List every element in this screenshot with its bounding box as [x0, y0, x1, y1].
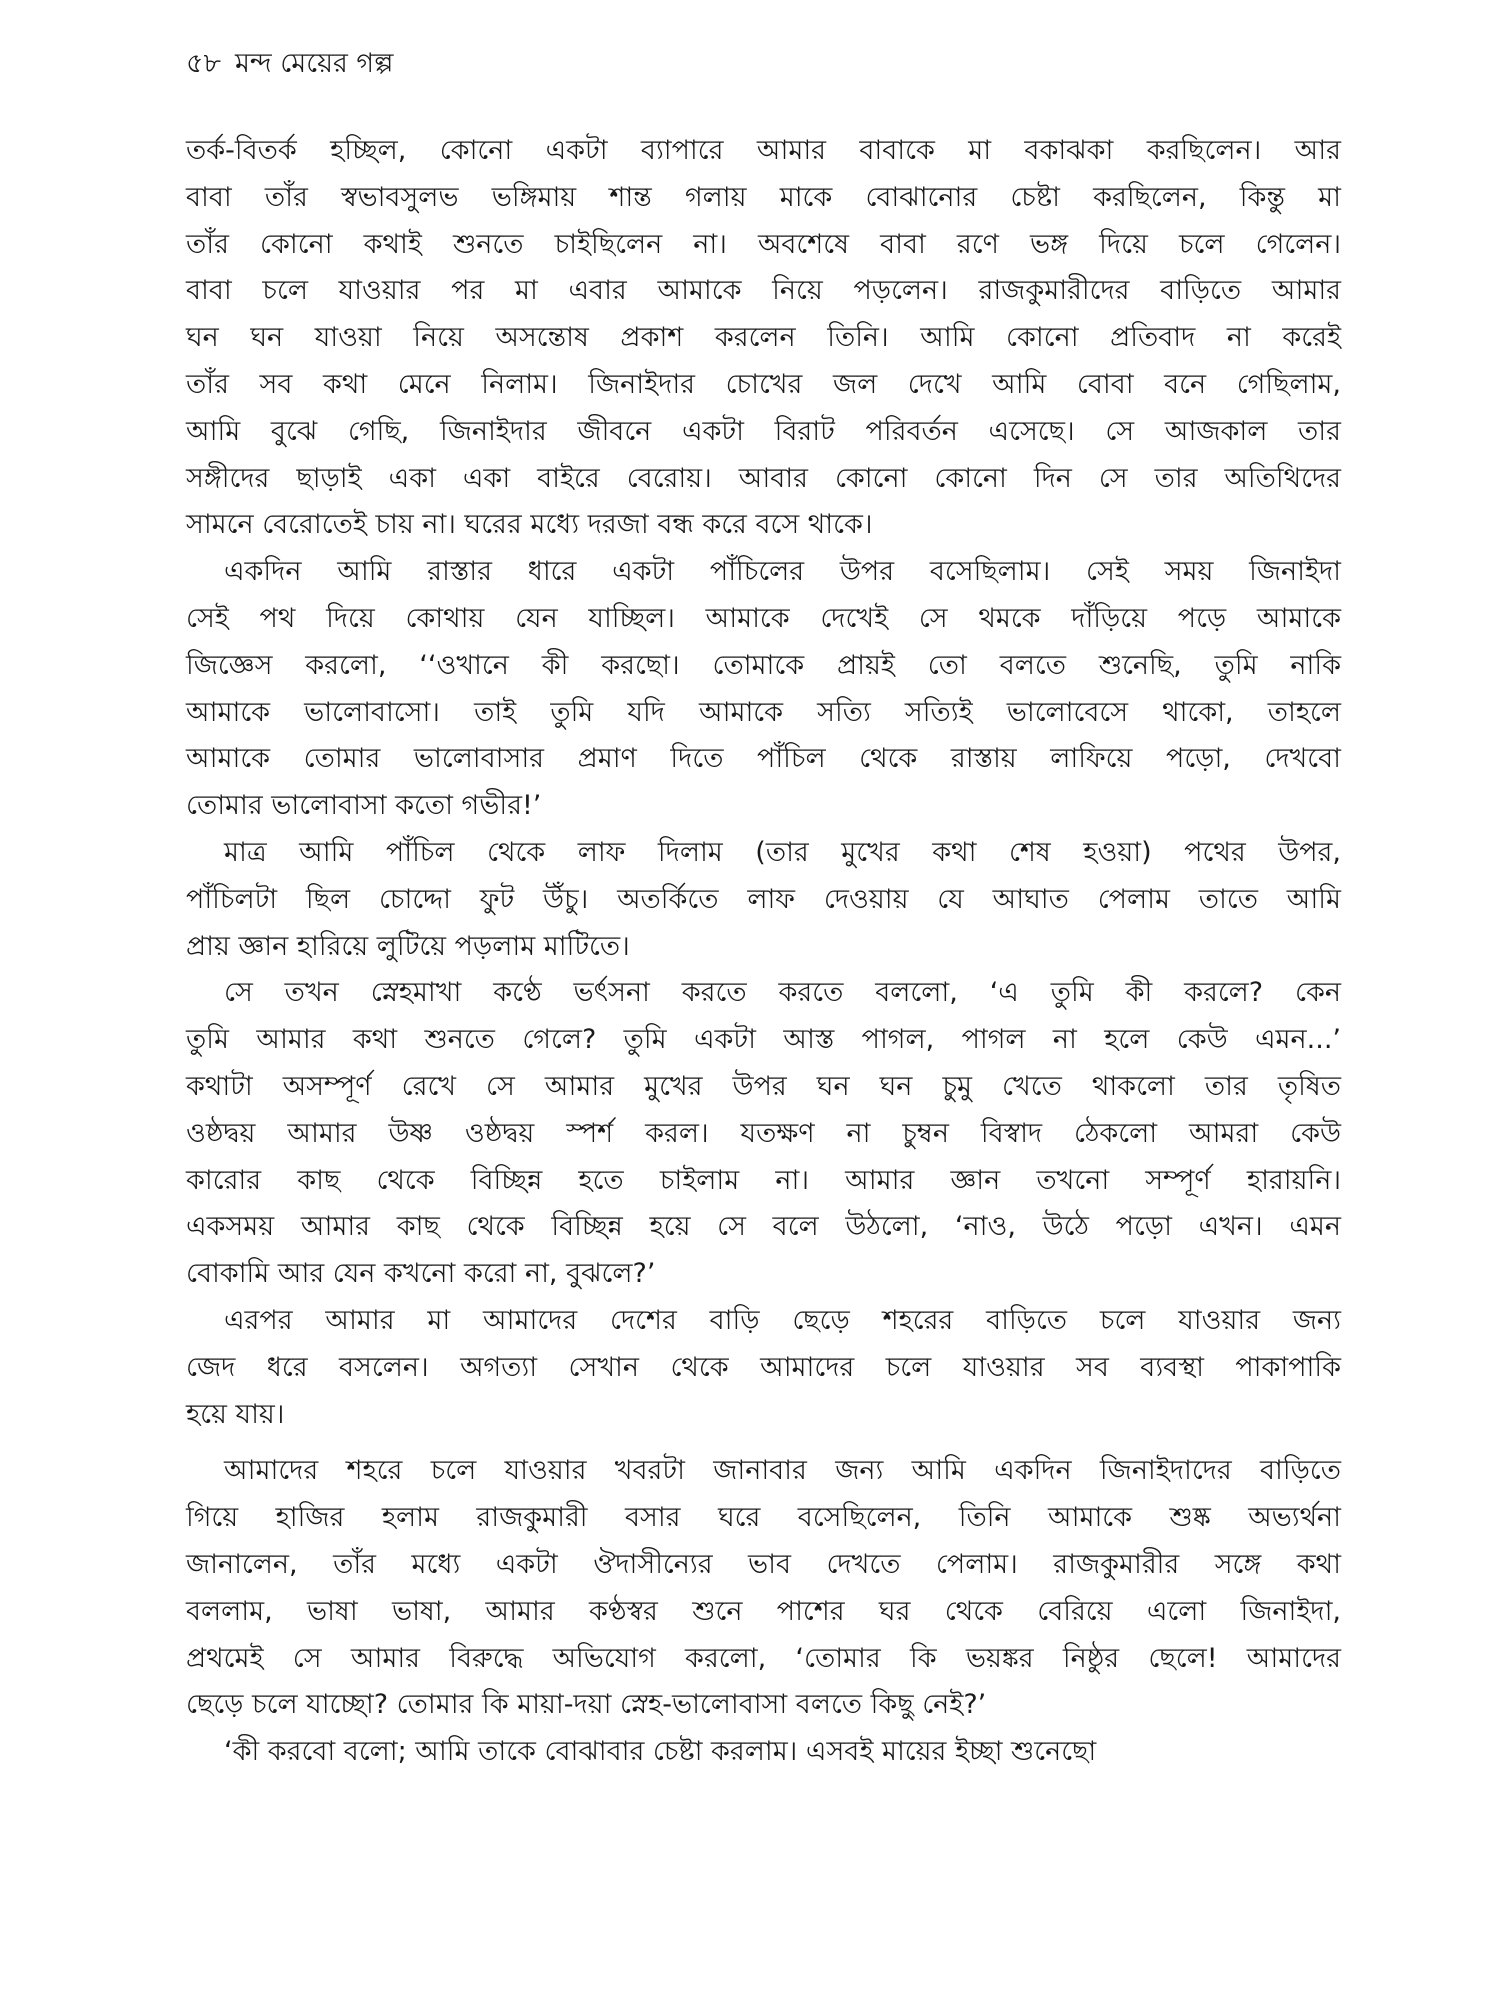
body-text [186, 128, 1341, 1776]
text-line: আমাদের শহরে চলে যাওয়ার খবরটা জানাবার জন্য আমি একদিন জিনাইদাদের বাড়িতে [224, 1455, 1341, 1487]
paragraph [186, 970, 1341, 1298]
text-line: পাঁচিলটা ছিল চোদ্দো ফুট উঁচু। অতর্কিতে লাফ দেওয়ায় যে আঘাত পেলাম তাতে আমি [186, 883, 1341, 915]
page-number: ৫৮ [186, 48, 222, 79]
text-line: সঙ্গীদের ছাড়াই একা একা বাইরে বেরোয়। আবার কোনো কোনো দিন সে তার অতিথিদের [186, 462, 1341, 494]
text-line: সেই পথ দিয়ে কোথায় যেন যাচ্ছিল। আমাকে দেখেই সে থমকে দাঁড়িয়ে পড়ে আমাকে [186, 602, 1341, 634]
paragraph-gap [186, 1438, 1341, 1448]
paragraph [186, 1448, 1341, 1729]
paragraph [186, 128, 1341, 549]
text-line: ঘন ঘন যাওয়া নিয়ে অসন্তোষ প্রকাশ করলেন তিনি। আমি কোনো প্রতিবাদ না করেই [186, 322, 1341, 354]
text-line: আমাকে ভালোবাসো। তাই তুমি যদি আমাকে সত্যি সত্যিই ভালোবেসে থাকো, তাহলে [186, 696, 1341, 728]
text-line: বাবা চলে যাওয়ার পর মা এবার আমাকে নিয়ে পড়লেন। রাজকুমারীদের বাড়িতে আমার [186, 275, 1341, 307]
text-line: তাঁর সব কথা মেনে নিলাম। জিনাইদার চোখের জল দেখে আমি বোবা বনে গেছিলাম, [186, 368, 1341, 400]
text-line: সামনে বেরোতেই চায় না। ঘরের মধ্যে দরজা বন্ধ করে বসে থাকে। [186, 509, 873, 541]
paragraph [186, 1298, 1341, 1438]
text-line: তুমি আমার কথা শুনতে গেলে? তুমি একটা আস্ত পাগল, পাগল না হলে কেউ এমন...’ [186, 1024, 1341, 1056]
text-line: ছেড়ে চলে যাচ্ছো? তোমার কি মায়া-দয়া স্নেহ-ভালোবাসা বলতে কিছু নেই?’ [186, 1689, 987, 1721]
paragraph [186, 549, 1341, 830]
text-line: প্রথমেই সে আমার বিরুদ্ধে অভিযোগ করলো, ‘তোমার কি ভয়ঙ্কর নিষ্ঠুর ছেলে! আমাদের [186, 1642, 1341, 1674]
text-line: তাঁর কোনো কথাই শুনতে চাইছিলেন না। অবশেষে বাবা রণে ভঙ্গ দিয়ে চলে গেলেন। [186, 228, 1341, 260]
book-title: মন্দ মেয়ের গল্প [235, 48, 394, 79]
text-line: একসময় আমার কাছ থেকে বিচ্ছিন্ন হয়ে সে বলে উঠলো, ‘নাও, উঠে পড়ো এখন। এমন [186, 1211, 1341, 1243]
paragraph [186, 830, 1341, 970]
paragraph [186, 1729, 1341, 1776]
text-line: আমাকে তোমার ভালোবাসার প্রমাণ দিতে পাঁচিল থেকে রাস্তায় লাফিয়ে পড়ো, দেখবো [186, 743, 1341, 775]
text-line: এরপর আমার মা আমাদের দেশের বাড়ি ছেড়ে শহরের বাড়িতে চলে যাওয়ার জন্য [224, 1304, 1341, 1336]
text-line: সে তখন স্নেহমাখা কণ্ঠে ভর্ৎসনা করতে করতে বললো, ‘এ তুমি কী করলে? কেন [224, 977, 1341, 1009]
text-line: ওষ্ঠদ্বয় আমার উষ্ণ ওষ্ঠদ্বয় স্পর্শ করল। যতক্ষণ না চুম্বন বিস্বাদ ঠেকলো আমরা কেউ [186, 1117, 1341, 1149]
text-line: কারোর কাছ থেকে বিচ্ছিন্ন হতে চাইলাম না। আমার জ্ঞান তখনো সম্পূর্ণ হারায়নি। [186, 1164, 1341, 1196]
text-line: বাবা তাঁর স্বভাবসুলভ ভঙ্গিমায় শান্ত গলায় মাকে বোঝানোর চেষ্টা করছিলেন, কিন্তু মা [186, 181, 1341, 213]
text-line: তর্ক-বিতর্ক হচ্ছিল, কোনো একটা ব্যাপারে আমার বাবাকে মা বকাঝকা করছিলেন। আর [186, 135, 1341, 166]
text-line: তোমার ভালোবাসা কতো গভীর!’ [186, 790, 542, 822]
text-line: জেদ ধরে বসলেন। অগত্যা সেখান থেকে আমাদের চলে যাওয়ার সব ব্যবস্থা পাকাপাকি [186, 1351, 1341, 1383]
text-line: গিয়ে হাজির হলাম রাজকুমারী বসার ঘরে বসেছিলেন, তিনি আমাকে শুষ্ক অভ্যর্থনা [186, 1502, 1341, 1534]
text-line: প্রায় জ্ঞান হারিয়ে লুটিয়ে পড়লাম মাটিতে। [186, 930, 630, 962]
text-line: বললাম, ভাষা ভাষা, আমার কণ্ঠস্বর শুনে পাশের ঘর থেকে বেরিয়ে এলো জিনাইদা, [186, 1595, 1341, 1627]
running-head [186, 44, 393, 84]
text-line: জিজ্ঞেস করলো, ‘‘ওখানে কী করছো। তোমাকে প্রায়ই তো বলতে শুনেছি, তুমি নাকি [186, 649, 1341, 681]
text-line: কথাটা অসম্পূর্ণ রেখে সে আমার মুখের উপর ঘন ঘন চুমু খেতে থাকলো তার তৃষিত [186, 1070, 1341, 1102]
text-line: ‘কী করবো বলো; আমি তাকে বোঝাবার চেষ্টা করলাম। এসবই মায়ের ইচ্ছা শুনেছো [224, 1736, 1097, 1768]
text-line: আমি বুঝে গেছি, জিনাইদার জীবনে একটা বিরাট পরিবর্তন এসেছে। সে আজকাল তার [186, 415, 1341, 447]
text-line: একদিন আমি রাস্তার ধারে একটা পাঁচিলের উপর বসেছিলাম। সেই সময় জিনাইদা [224, 556, 1341, 588]
text-line: জানালেন, তাঁর মধ্যে একটা ঔদাসীন্যের ভাব দেখতে পেলাম। রাজকুমারীর সঙ্গে কথা [186, 1548, 1341, 1580]
text-line: হয়ে যায়। [186, 1398, 285, 1430]
text-line: বোকামি আর যেন কখনো করো না, বুঝলে?’ [186, 1258, 656, 1290]
text-line: মাত্র আমি পাঁচিল থেকে লাফ দিলাম (তার মুখের কথা শেষ হওয়া) পথের উপর, [224, 836, 1341, 868]
